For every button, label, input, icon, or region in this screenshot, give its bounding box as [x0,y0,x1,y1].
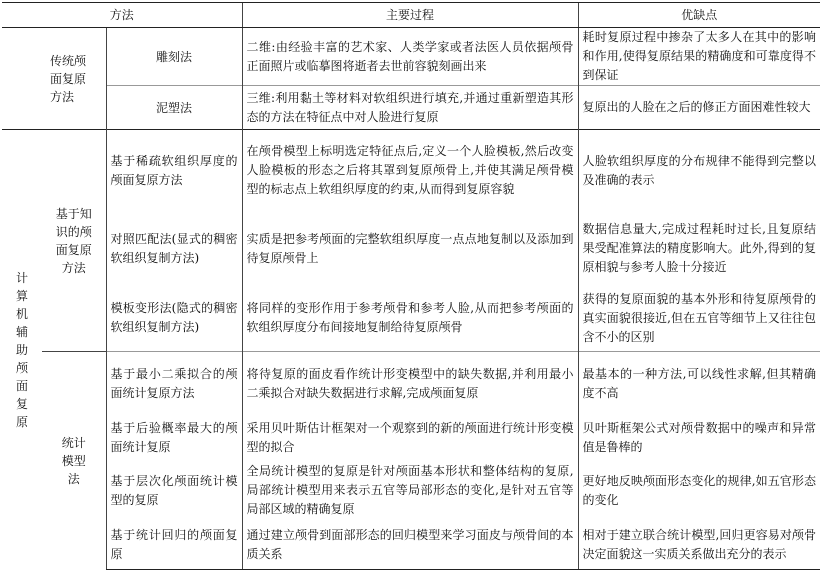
method-process: 全局统计模型的复原是针对颅面基本形状和整体结构的复原,局部统计模型用来表示五官等局部形态的变化,是针对五官等局部区域的精确复原 [242,460,578,522]
table-row [2,28,820,86]
table-row [2,416,820,460]
method-name: 基于最小二乘拟合的颅面统计复原方法 [106,352,242,416]
method-name: 基于稀疏软组织厚度的颅面复原方法 [106,130,242,212]
method-name: 基于后验概率最大的颅面统计复原 [106,416,242,460]
table-row [2,212,820,286]
table-header-row [2,3,820,28]
method-process: 在颅骨模型上标明选定特征点后,定义一个人脸模板,然后改变人脸模板的形态之后将其罩到复原颅骨上,并使其满足颅骨模型的标志点上软组织厚度的约束,从而得到复原容貌 [242,130,578,212]
method-evaluation: 贝叶斯框架公式对颅骨数据中的噪声和异常值是鲁棒的 [578,416,820,460]
method-name: 泥塑法 [106,86,242,130]
method-evaluation: 更好地反映颅面形态变化的规律,如五官形态的变化 [578,460,820,522]
method-process: 将同样的变形作用于参考颅骨和参考人脸,从而把参考颅面的软组织厚度分布间接地复制给待复原颅骨 [242,286,578,352]
method-process: 实质是把参考颅面的完整软组织厚度一点点地复制以及添加到待复原颅骨上 [242,212,578,286]
table-row [2,352,820,416]
category-computer: 计算机辅助颅面复原 [15,270,28,429]
method-name: 对照匹配法(显式的稠密软组织复制方法) [106,212,242,286]
method-evaluation: 人脸软组织厚度的分布规律不能得到完整以及准确的表示 [578,130,820,212]
method-evaluation: 耗时复原过程中掺杂了太多人在其中的影响和作用,使得复原结果的精确度和可靠度得不到保证 [578,28,820,86]
method-process: 通过建立颅骨到面部形态的回归模型来学习面皮与颅骨间的本质关系 [242,522,578,570]
method-evaluation: 复原出的人脸在之后的修正方面困难性较大 [578,86,820,130]
method-process: 二维:由经验丰富的艺术家、人类学家或者法医人员依据颅骨正面照片或临摹图将逝者去世前容貌刻画出来 [242,28,578,86]
method-name: 基于统计回归的颅面复原 [106,522,242,570]
subcategory-statistical: 统计模型法 [61,435,86,486]
table-row [2,286,820,352]
method-name: 模板变形法(隐式的稠密软组织复制方法) [106,286,242,352]
method-process: 将待复原的面皮看作统计形变模型中的缺失数据,并利用最小二乘拟合对缺失数据进行求解,完成颅面复原 [242,352,578,416]
method-evaluation: 获得的复原面貌的基本外形和待复原颅骨的真实面貌很接近,但在五官等细节上又往往包含不小的区别 [578,286,820,352]
method-name: 基于层次化颅面统计模型的复原 [106,460,242,522]
category-traditional: 传统颅面复原方法 [50,53,87,104]
method-process: 采用贝叶斯估计框架对一个观察到的新的颅面进行统计形变模型的拟合 [242,416,578,460]
method-evaluation: 相对于建立联合统计模型,回归更容易对颅骨决定面貌这一实质关系做出充分的表示 [578,522,820,570]
table-row [2,460,820,522]
header-process: 主要过程 [242,3,578,28]
table-row [2,130,820,212]
header-evaluation: 优缺点 [578,3,820,28]
methods-comparison-table [2,2,820,570]
method-evaluation: 数据信息量大,完成过程耗时过长,且复原结果受配准算法的精度影响大。此外,得到的复原相貌与参考人脸十分接近 [578,212,820,286]
table-row [2,86,820,130]
header-method: 方法 [2,3,242,28]
table-row [2,522,820,570]
method-name: 雕刻法 [106,28,242,86]
method-process: 三维:利用黏土等材料对软组织进行填充,并通过重新塑造其形态的方法在特征点中对人脸进行复原 [242,86,578,130]
subcategory-knowledge: 基于知识的颅面复原方法 [55,206,92,275]
method-evaluation: 最基本的一种方法,可以线性求解,但其精确度不高 [578,352,820,416]
